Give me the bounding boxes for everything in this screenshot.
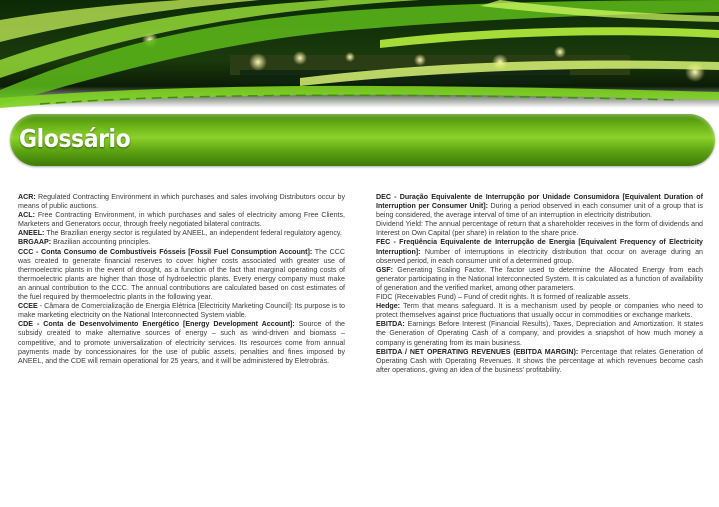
page-title-bar (10, 114, 715, 166)
glossary-definition: FIDC (Receivables Fund) – Fund of credit rights. It is formed of realizable assets. (376, 293, 631, 302)
glossary-entry-fec (376, 238, 703, 265)
glossary-term: DEC - Duração Equivalente de Interrupção por Unidade Consumidora [Equivalent Duration of Interruption per Consumer Unit]: (376, 193, 703, 211)
glossary-entry-dividend-yield (376, 220, 703, 238)
glossary-right-column (376, 193, 703, 375)
glossary-entry-hedge (376, 302, 703, 320)
glossary-entry-aneel (18, 229, 345, 238)
glossary-definition: The Brazilian energy sector is regulated by ANEEL, an independent federal regulatory agency. (44, 229, 342, 238)
glossary-definition: Free Contracting Environment, in which purchases and sales of electricity among Free Clients, Marketers and Generators occur, through freely negotiated bilateral contracts. (18, 211, 345, 229)
glossary-term: CDE - Conta de Desenvolvimento Energético [Energy Development Account]: (18, 320, 295, 329)
glossary-definition: Brazilian accounting principles. (51, 238, 151, 247)
page-title: Glossário (19, 124, 131, 153)
glossary-term: EBITDA / NET OPERATING REVENUES (EBITDA MARGIN): (376, 347, 579, 356)
glossary-definition: Term that means safeguard. It is a mechanism used by people or companies who need to protect themselves against price fluctuations that usually occur in commodities or exchange markets. (376, 302, 703, 320)
glossary-definition: Number of interruptions in electricity distribution that occur on average during an observed period, in each consumer unit of a determined group. (376, 247, 703, 265)
glossary-definition: Dividend Yield: The annual percentage of return that a shareholder receives in the form of dividends and Interest on Own Capital (per share) in relation to the share price. (376, 220, 703, 238)
glossary-definition: Generating Scaling Factor. The factor used to determine the Allocated Energy from each generator participating in the National Interconnected System. It is calculated as a function of availability of generation and the verified market, among other parameters. (376, 265, 703, 292)
glossary-term: FEC - Freqüência Equivalente de Interrupção de Energia [Equivalent Frequency of Electricity Interruption]: (376, 238, 703, 256)
glossary-entry-cde (18, 320, 345, 365)
glossary-entry-acr (18, 193, 345, 211)
glossary-definition: The CCC was created to generate financial reserves to cover higher costs associated with greater use of thermoelectric plants in the event of drought, as a function of the fact that marginal operating costs of thermoelectric plants are higher than those of hydroelectric plants. Every energy company must make an annual contribution to the CCC. The annual contributions are calculated based on cost estimates of the fuel required by thermoelectric plants in the following year. (18, 247, 345, 302)
header-banner-image (0, 0, 719, 108)
glossary-left-column (18, 193, 345, 366)
glossary-definition: Earnings Before Interest (Financial Results), Taxes, Depreciation and Amortization. It states the Generation of Operating Cash of a company, and provides a snapshot of how much money a company is generating from its main business. (376, 320, 703, 347)
glossary-definition: Source of the subsidy created to make alternative sources of energy – such as wind-driven and biomass – competitive, and to promote universalization of electricity services. Its resources come from annual payments made by concessionaires for the use of public assets, penalties and fines imposed by ANEEL, and the CDE will remain operational for 25 years, and it will be administered by Eletrobrás. (18, 320, 346, 365)
glossary-term: CCC - Conta Consumo de Combustíveis Fósseis [Fossil Fuel Consumption Account]: (18, 247, 313, 256)
glossary-entry-ebitda (376, 320, 703, 347)
glossary-definition: - Câmara de Comercialização de Energia Elétrica [Electricity Marketing Council]: Its purpose is to make marketing electricity on the National Interconnected System viable. (18, 302, 345, 320)
glossary-term: Hedge: (376, 302, 401, 311)
banner-illustration (0, 0, 719, 108)
glossary-definition: Regulated Contracting Environment in which purchases and sales involving Distributors occur by means of public auctions. (18, 193, 345, 211)
glossary-entry-fidc (376, 293, 703, 302)
glossary-entry-dec (376, 193, 703, 220)
glossary-entry-ebitda-margin (376, 348, 703, 375)
glossary-term: ACL: (18, 211, 35, 220)
glossary-term: BRGAAP: (18, 238, 52, 247)
glossary-term: EBITDA: (376, 320, 405, 329)
glossary-term: ANEEL: (18, 229, 45, 238)
glossary-entry-brgaap (18, 238, 345, 247)
glossary-definition: During a period observed in each consumer unit of a group that is being considered, the average interval of time of an interruption in electricity distribution. (376, 202, 703, 220)
glossary-entry-gsf (376, 266, 703, 293)
glossary-entry-ccee (18, 302, 345, 320)
glossary-definition: Percentage that relates Generation of Operating Cash with Operating Revenues. It shows the percentage at which revenues become cash after operations, giving an idea of the business' profitability. (376, 347, 703, 374)
glossary-term: GSF: (376, 265, 393, 274)
glossary-entry-acl (18, 211, 345, 229)
glossary-term: CCEE (18, 302, 38, 311)
glossary-term: ACR: (18, 193, 36, 201)
glossary-entry-ccc (18, 248, 345, 303)
